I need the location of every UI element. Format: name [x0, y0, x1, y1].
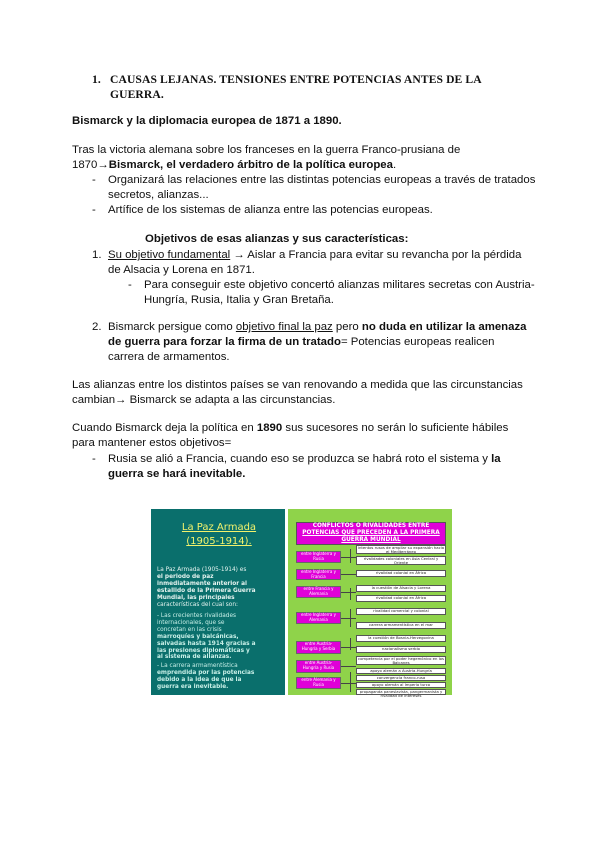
connector-line: [341, 592, 356, 593]
objective1-underlined: Su objetivo fundamental: [108, 249, 231, 261]
connector-line: [350, 638, 351, 650]
objective2-bold2: de guerra para forzar la firma de un tratado: [108, 336, 341, 348]
header-line: GUERRA MUNDIAL: [341, 536, 401, 543]
objective2-line3: carrera de armamentos.: [108, 351, 230, 363]
figure-right-panel: [288, 509, 452, 699]
intro-line1: Tras la victoria alemana sobre los franceses en la guerra Franco-prusiana de: [72, 144, 461, 156]
section-heading-line2: GUERRA.: [110, 88, 164, 101]
text-line: Mundial, las principales: [157, 594, 235, 601]
objectives-title: Objetivos de esas alianzas y sus características:: [145, 233, 409, 245]
conflict-item: apoyo alemán al Imperio turco: [356, 682, 446, 688]
conflict-item: carrera armamentística en el mar: [356, 622, 446, 629]
conflict-item: rivalidades coloniales en Asia Central y Oriente: [356, 556, 446, 565]
conflict-item: convergencia franco-rusa: [356, 675, 446, 681]
conflict-group: entre Austria-Hungría y Rusia: [296, 660, 341, 673]
conflict-item: nacionalismo serbio: [356, 646, 446, 653]
objective1-number: 1.: [92, 249, 102, 261]
objective2-number: 2.: [92, 321, 102, 333]
russia-text: Rusia se alió a Francia, cuando eso se produzca se habrá roto el sistema y: [108, 453, 492, 465]
objective1-line1: [108, 248, 521, 263]
conflict-group: entre Francia y Alemania: [296, 586, 341, 598]
intro-suffix: .: [392, 159, 397, 171]
conflict-item: apoyo alemán a Austria-Hungría: [356, 668, 446, 674]
intro-prefix: 1870→: [72, 159, 109, 171]
objective1-sub-line1: Para conseguir este objetivo concertó alianzas militares secretas con Austria-: [144, 279, 535, 291]
alliances-line2: cambian→ Bismarck se adapta a las circunstancias.: [72, 394, 336, 406]
objective2-underlined: objetivo final la paz: [235, 321, 333, 333]
russia-line1: [108, 452, 501, 467]
text-line: las presiones diplomáticas y: [157, 647, 250, 654]
conflicts-header: [296, 522, 446, 545]
connector-line: [341, 574, 356, 575]
conflict-item: competencia por el poder hegemónico en los Balcanes: [357, 656, 444, 666]
objective1-rest: → Aislar a Francia para evitar su revancha por la pérdida: [230, 249, 522, 261]
russia-line2: guerra se hará inevitable.: [108, 468, 246, 480]
text-line: guerra era inevitable.: [157, 683, 229, 690]
para-1890-suffix: sus sucesores no serán lo suficiente hábiles: [282, 422, 509, 434]
text-line: - La carrera armamentística: [157, 663, 238, 669]
objective2-bold1: no duda en utilizar la amenaza: [361, 321, 527, 333]
header-line: CONFLICTOS O RIVALIDADES ENTRE: [312, 523, 430, 529]
intro-bold: Bismarck, el verdadero árbitro de la política europea: [108, 159, 393, 171]
objective2-middle: pero: [332, 321, 362, 333]
bullet-dash: -: [92, 174, 96, 186]
text-line: emprendida por las potencias: [157, 669, 255, 676]
section-heading-line1: CAUSAS LEJANAS. TENSIONES ENTRE POTENCIAS ANTES DE LA: [110, 73, 482, 86]
conflict-item: rivalidad comercial y colonial: [356, 608, 446, 615]
bullet-dash: -: [128, 279, 132, 291]
bullet2-line1: Artífice de los sistemas de alianza entre las potencias europeas.: [108, 204, 433, 216]
para-1890-line1: [72, 421, 508, 436]
text-line: internacionales, que se: [157, 619, 225, 626]
connector-line: [350, 549, 351, 563]
conflict-group: entre Inglaterra y Rusia: [296, 551, 341, 563]
text-line: el periodo de paz: [157, 573, 214, 580]
text-line: inmediatamente anterior al: [157, 580, 247, 587]
section-number: 1.: [92, 73, 101, 86]
connector-line: [341, 683, 356, 684]
conflict-item: rivalidad colonial en África: [356, 570, 446, 577]
conflict-group: entre Inglaterra y Francia: [296, 569, 341, 580]
para-1890-line2: para mantener estos objetivos=: [72, 437, 232, 449]
text-line: características del cual son:: [157, 601, 238, 608]
objective1-line2: de Alsacia y Lorena en 1871.: [108, 264, 255, 276]
figure-title-line1: La Paz Armada: [181, 522, 257, 533]
figure-title-line2: (1905-1914).: [186, 536, 252, 547]
conflict-group: entre Austria-Hungría y Serbia: [296, 641, 341, 654]
conflict-item: la cuestión de Bosnia-Herzegovina: [356, 635, 446, 642]
russia-bold1: la: [491, 453, 501, 465]
conflict-group: entre Alemania y Rusia: [296, 677, 341, 689]
conflict-group: entre Inglaterra y Alemania: [296, 612, 341, 624]
connector-line: [341, 666, 356, 667]
objective2-line2: [108, 335, 495, 350]
connector-line: [341, 557, 356, 558]
bullet1-line1: Organizará las relaciones entre las distintas potencias europeas a través de tratados: [108, 174, 536, 186]
text-line: debido a la idea de que la: [157, 676, 242, 683]
intro-line2: [72, 158, 396, 173]
objective2-suffix: = Potencias europeas realicen: [340, 336, 495, 348]
bullet-dash: -: [92, 204, 96, 216]
conflict-item: la cuestión de Alsacia y Lorena: [356, 585, 446, 592]
connector-line: [350, 609, 351, 627]
text-line: marroquíes y balcánicas,: [157, 633, 239, 640]
alliances-line1: Las alianzas entre los distintos países se van renovando a medida que las circunstancias: [72, 379, 523, 391]
connector-line: [341, 647, 356, 648]
figure-paragraph3: [157, 663, 281, 691]
text-line: estallido de la Primera Guerra: [157, 587, 256, 594]
para-1890-prefix: Cuando Bismarck deja la política en: [72, 422, 257, 434]
bullet-dash: -: [92, 453, 96, 465]
conflict-item: rivalidad colonial en África: [356, 595, 446, 602]
figure-paragraph1: [157, 567, 281, 608]
connector-line: [350, 588, 351, 600]
text-line: La Paz Armada (1905-1914) es: [157, 567, 247, 573]
text-line: concretan en las crisis: [157, 626, 222, 633]
connector-line: [341, 618, 356, 619]
header-line: POTENCIAS QUE PRECEDEN A LA PRIMERA: [302, 529, 440, 536]
subheading: Bismarck y la diplomacia europea de 1871 a 1890.: [72, 115, 342, 127]
objective2-line1: [108, 320, 526, 335]
conflict-item: intentos rusos de ampliar su expansión hacia el Mediterráneo: [357, 545, 445, 555]
conflict-item: propaganda paneslavista, pangermanista y rivalidad de intereses: [356, 689, 446, 695]
para-1890-year: 1890: [256, 422, 283, 434]
text-line: - Las crecientes rivalidades: [157, 613, 237, 619]
bullet1-line2: secretos, alianzas...: [108, 189, 209, 201]
paz-armada-figure: [151, 509, 452, 699]
figure-paragraph2: [157, 613, 281, 661]
text-line: al sistema de alianzas.: [157, 654, 232, 661]
text-line: salvadas hasta 1914 gracias a: [157, 640, 256, 647]
connector-line: [350, 672, 351, 692]
figure-left-panel: [151, 509, 285, 695]
objective2-prefix: Bismarck persigue como: [108, 321, 236, 333]
objective1-sub-line2: Hungría, Rusia, Italia y Gran Bretaña.: [144, 294, 334, 306]
